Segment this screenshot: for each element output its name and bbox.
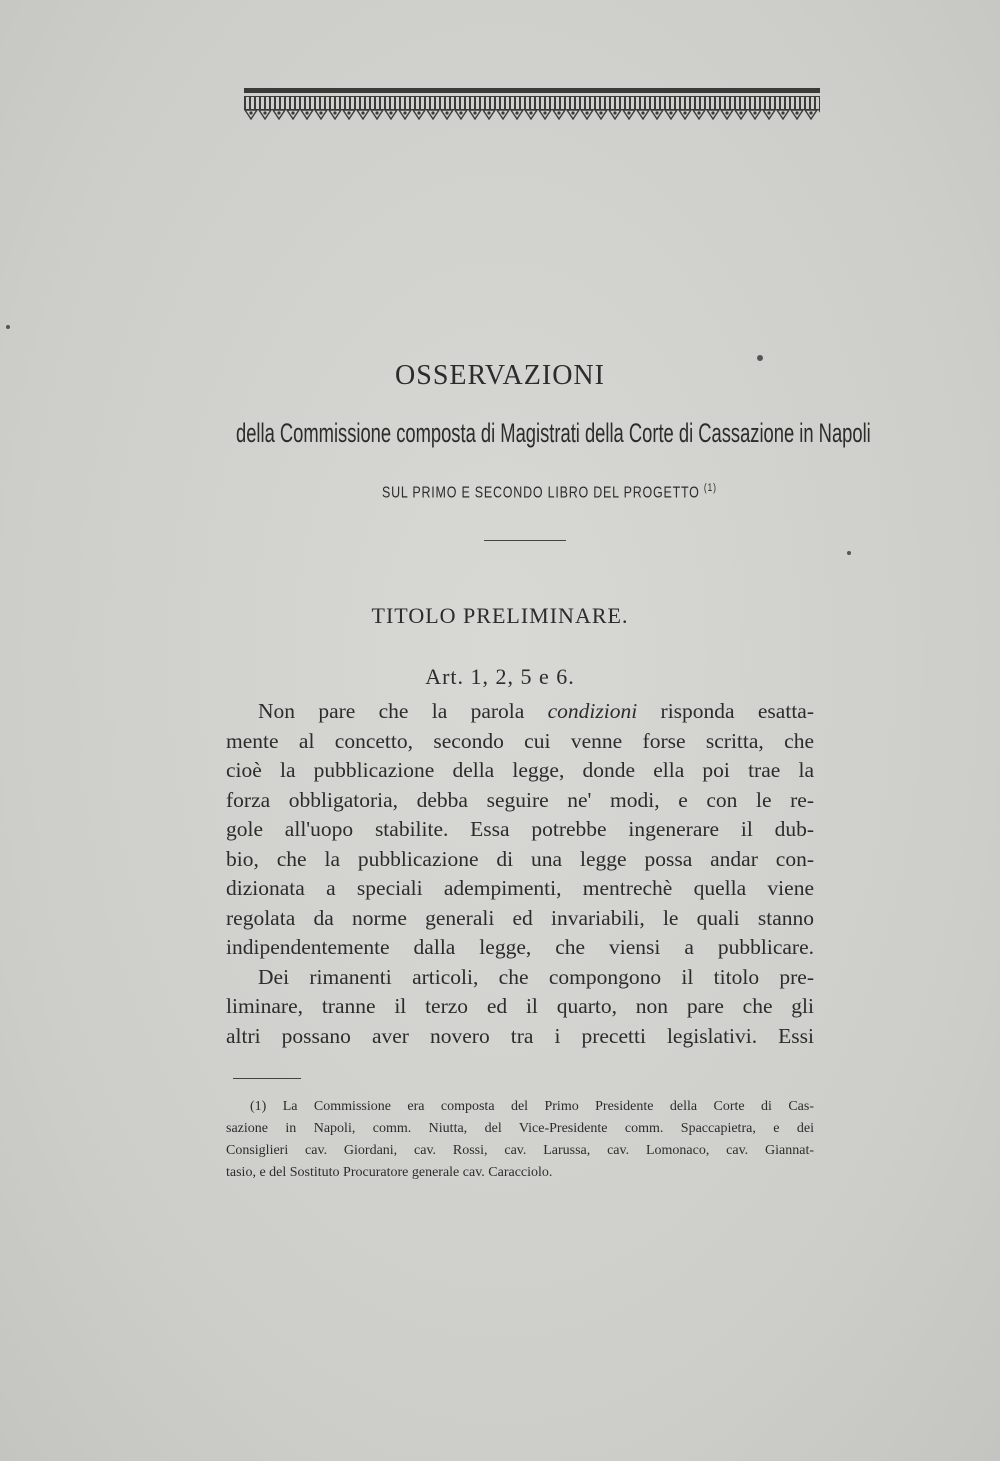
title-divider (484, 540, 566, 541)
ornament-bars (244, 96, 820, 110)
document-subtitle: della Commissione composta di Magistrati della Corte di Cassazione in Napoli (236, 418, 871, 448)
body-line: bio, che la pubblicazione di una legge possa andar con- (226, 846, 814, 871)
body-line: regolata da norme generali ed invariabili, le quali stanno (226, 905, 814, 930)
ornament-fleurons (244, 109, 820, 121)
footnote-line: Consiglieri cav. Giordani, cav. Rossi, cav. Larussa, cav. Lomonaco, cav. Giannat- (226, 1143, 814, 1158)
body-italic-word: condizioni (547, 699, 638, 723)
body-line: indipendentemente dalla legge, che viensi a pubblicare. (226, 935, 814, 959)
body-line: cioè la pubblicazione della legge, donde ella poi trae la (226, 758, 814, 782)
document-subsubtitle (382, 482, 717, 502)
section-title: TITOLO PRELIMINARE. (371, 603, 629, 628)
body-paragraphs (226, 697, 814, 1051)
footnote (226, 1096, 814, 1184)
body-line: dizionata a speciali adempimenti, mentrechè quella viene (226, 876, 814, 900)
body-text-span: Non pare che la parola (258, 699, 548, 723)
footnote-rule (233, 1078, 301, 1079)
ornament-rule (244, 88, 820, 93)
header-ornament (244, 88, 820, 130)
body-line: gole all'uopo stabilite. Essa potrebbe ingenerare il dub- (226, 817, 814, 841)
document-title: OSSERVAZIONI (395, 360, 605, 391)
footnote-line: (1) La Commissione era composta del Primo Presidente della Corte di Cas- (250, 1099, 814, 1114)
body-line: Dei rimanenti articoli, che compongono il titolo pre- (258, 964, 814, 989)
body-line: mente al concetto, secondo cui venne forse scritta, che (226, 728, 814, 753)
article-heading: Art. 1, 2, 5 e 6. (425, 664, 575, 689)
body-line: liminare, tranne il terzo ed il quarto, non pare che gli (226, 994, 814, 1018)
paper-speck (847, 551, 851, 555)
footnote-marker: (1) (703, 482, 717, 494)
footnote-line: sazione in Napoli, comm. Niutta, del Vice-Presidente comm. Spaccapietra, e dei (226, 1121, 814, 1136)
body-text-span: risponda esatta- (637, 699, 814, 723)
body-line (226, 697, 814, 727)
body-line: forza obbligatoria, debba seguire ne' modi, e con le re- (226, 787, 814, 812)
subsubtitle-text: SUL PRIMO E SECONDO LIBRO DEL PROGETTO (382, 484, 700, 502)
body-line: altri possano aver novero tra i precetti legislativi. Essi (226, 1023, 814, 1048)
paper-speck (757, 355, 763, 361)
paper-speck (6, 325, 10, 329)
footnote-line: tasio, e del Sostituto Procuratore generale cav. Caracciolo. (226, 1165, 553, 1180)
